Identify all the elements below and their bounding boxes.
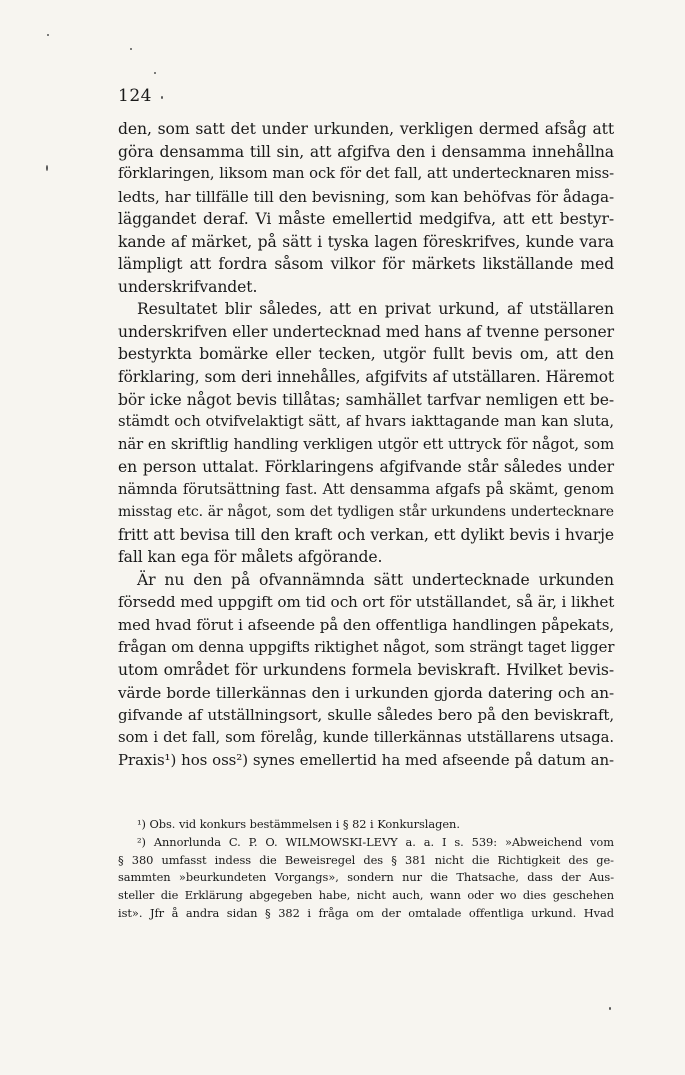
body-text [118,118,614,772]
text-line: Är nu den på ofvannämnda sätt undertecknade urkunden [137,570,614,589]
text-line: Resultatet blir således, att en privat urkund, af utställaren [137,300,614,319]
text-line: bestyrkta bomärke eller tecken, utgör fullt bevis om, att den [118,345,614,364]
footnotes [118,816,614,923]
text-line: underskrifvandet. [118,277,258,296]
text-line: bör icke något bevis tillåtas; samhället tarfvar nemligen ett be- [118,390,614,409]
text-line: misstag etc. är något, som det tydligen står urkundens undertecknare [118,504,614,521]
text-line: förklaringen, liksom man ock för det fall, att undertecknaren miss- [118,165,614,183]
scan-speck [130,48,132,50]
scan-speck [161,96,163,99]
text-line: med hvad förut i afseende på den offentliga handlingen påpekats, [118,616,614,635]
text-line: försedd med uppgift om tid och ort för utställandet, så är, i likhet [118,593,615,612]
text-line: värde borde tillerkännas den i urkunden gjorda datering och an- [118,683,614,702]
text-line: fritt att bevisa till den kraft och verkan, ett dylikt bevis i hvarje [118,525,614,544]
footnote-line: § 380 umfasst indess die Beweisregel des § 381 nicht die Richtigkeit des ge- [118,852,614,867]
text-line: underskrifven eller undertecknad med hans af tvenne personer [118,322,614,341]
footnote-line: ¹) Obs. vid konkurs bestämmelsen i § 82 i Konkurslagen. [137,817,460,831]
text-line: stämdt och otvifvelaktigt sätt, af hvars iakttagande man kan sluta, [118,413,614,431]
scan-speck [609,1007,611,1010]
text-line: Praxis¹) hos oss²) synes emellertid ha med afseende på datum an- [118,751,614,770]
footnote-line: ²) Annorlunda C. P. O. WILMOWSKI-LEVY a. a. I s. 539: »Abweichend vom [137,834,614,849]
scan-speck [46,165,48,171]
text-line: en person uttalat. Förklaringens afgifvande står således under [118,458,614,477]
text-line: kande af märket, på sätt i tyska lagen föreskrifves, kunde vara [118,232,614,251]
text-line: läggandet deraf. Vi måste emellertid medgifva, att ett bestyr- [118,210,614,229]
footnote-line: sammten »beurkundeten Vorgangs», sondern nur die Thatsache, dass der Aus- [118,870,614,885]
text-line: lämpligt att fordra såsom vilkor för märkets likställande med [118,255,614,274]
text-line: ledts, har tillfälle till den bevisning, som kan behöfvas för ådaga- [118,187,614,206]
text-line: gifvande af utställningsort, skulle således bero på den beviskraft, [118,706,614,725]
text-line: frågan om denna uppgifts riktighet något, som strängt taget ligger [118,638,615,656]
text-line: göra densamma till sin, att afgifva den i densamma innehållna [118,142,614,161]
text-line: som i det fall, som förelåg, kunde tillerkännas utställarens utsaga. [118,728,614,746]
text-line: utom området för urkundens formela beviskraft. Hvilket bevis- [118,661,614,680]
text-line: när en skriftlig handling verkligen utgör ett uttryck för något, som [118,435,614,453]
page-number: 124 [118,86,152,106]
footnote-line: steller die Erklärung abgegeben habe, nicht auch, wann oder wo dies geschehen [118,888,614,902]
scan-speck [154,72,156,74]
scan-speck [47,34,49,36]
text-line: fall kan ega för målets afgörande. [118,548,383,567]
text-line: den, som satt det under urkunden, verkligen dermed afsåg att [118,120,614,138]
text-line: nämnda förutsättning fast. Att densamma afgafs på skämt, genom [118,480,614,498]
text-line: förklaring, som deri innehålles, afgifvits af utställaren. Häremot [118,368,614,387]
footnote-line: ist». Jfr å andra sidan § 382 i fråga om der omtalade offentliga urkund. Hvad [118,905,614,920]
